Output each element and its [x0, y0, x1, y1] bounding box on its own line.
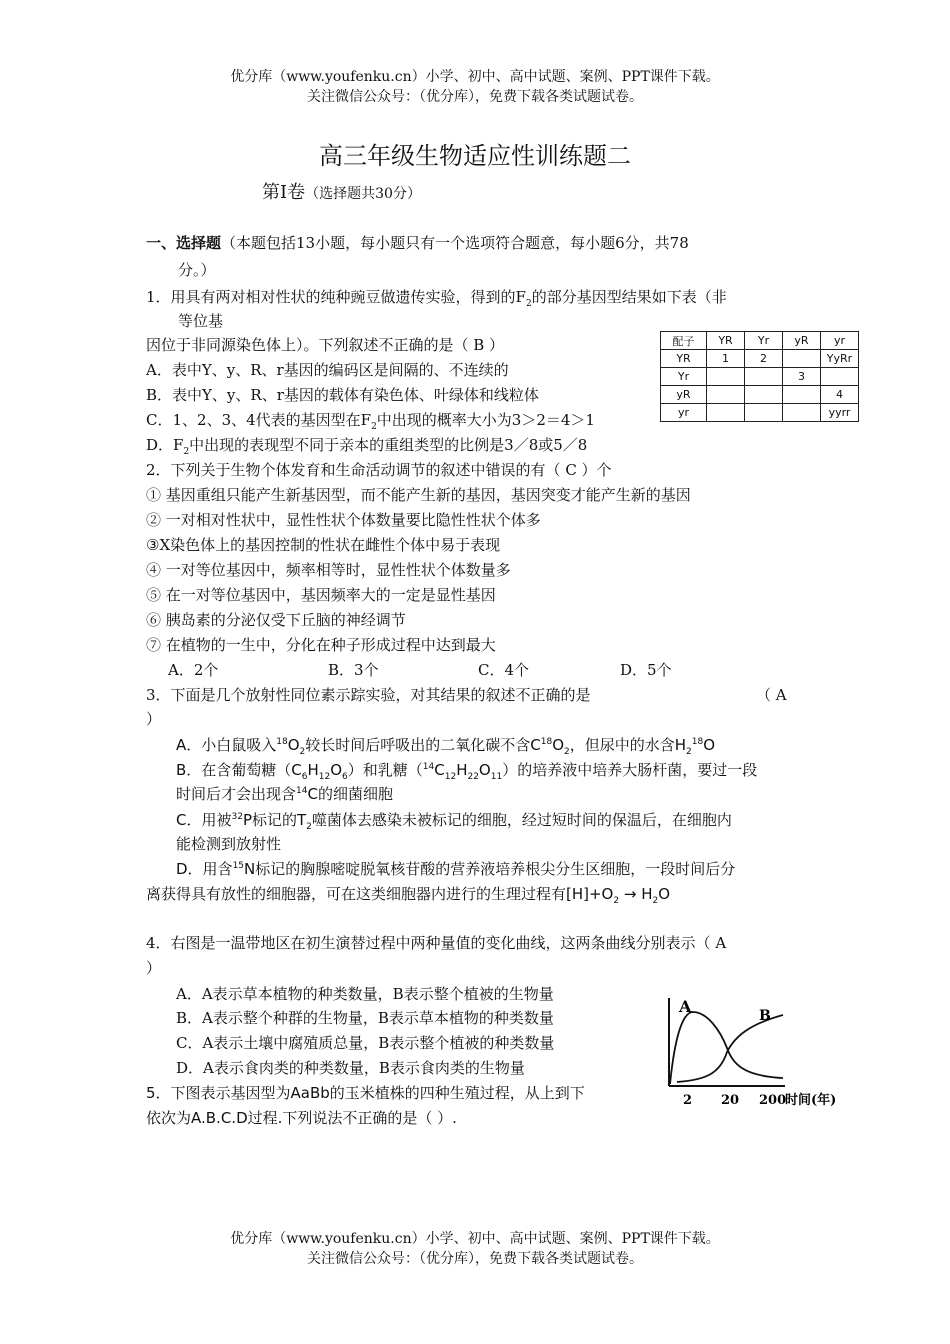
genotype-table-cell: 1	[707, 350, 745, 368]
q1-option-b: B．表中Y、y、R、r基因的载体有染色体、叶绿体和线粒体	[146, 386, 539, 404]
genotype-table-cell: 2	[745, 350, 783, 368]
q2-item-6: ⑥ 胰岛素的分泌仅受下丘脑的神经调节	[146, 611, 406, 629]
q1-option-a: A．表中Y、y、R、r基因的编码区是间隔的、不连续的	[146, 361, 509, 379]
genotype-table-cell	[783, 350, 821, 368]
genotype-table-cell: Yr	[661, 368, 707, 386]
genotype-table-cell	[707, 404, 745, 422]
genotype-table-cell: 3	[783, 368, 821, 386]
q2-item-3: ③X染色体上的基因控制的性状在雌性个体中易于表现	[146, 536, 501, 554]
q3-close: ）	[146, 710, 162, 728]
section-heading	[146, 232, 689, 253]
q5-line-2: 依次为A.B.C.D过程.下列说法不正确的是（ ）.	[146, 1109, 457, 1127]
q2-option-c: C．4个	[478, 661, 530, 679]
genotype-table-row	[661, 368, 859, 386]
q3-stem: 3．下面是几个放射性同位素示踪实验，对其结果的叙述不正确的是	[146, 686, 591, 704]
footer-line-1: 优分库（www.youfenku.cn）小学、初中、高中试题、案例、PPT课件下载。	[230, 1231, 720, 1247]
q4-stem-1: 4．右图是一温带地区在初生演替过程中两种量值的变化曲线，这两条曲线分别表示（ A	[146, 934, 727, 952]
genotype-table-cell: yR	[661, 386, 707, 404]
q1-option-d: D．$F_2$中出现的表现型不同于亲本的重组类型的比例是3／8或5／8	[146, 436, 588, 457]
succession-curve-chart	[655, 990, 850, 1110]
page-title: 高三年级生物适应性训练题二	[319, 142, 631, 170]
q2-item-1: ① 基因重组只能产生新基因型，而不能产生新的基因，基因突变才能产生新的基因	[146, 486, 691, 504]
genotype-table-cell	[707, 386, 745, 404]
genotype-table-row	[661, 404, 859, 422]
genotype-table	[660, 331, 859, 422]
genotype-table-cell	[745, 404, 783, 422]
q3-option-a: A．小白鼠吸入$^{18}O_2$较长时间后呼吸出的二氧化碳不含$C^{18}O_2$，但尿中的水含$H_2^{18}O$	[176, 736, 716, 757]
q4-option-b: B．A表示整个种群的生物量，B表示草本植物的种类数量	[176, 1009, 554, 1027]
q2-stem: 2．下列关于生物个体发育和生命活动调节的叙述中错误的有（ C ）个	[146, 461, 612, 479]
q4-option-c: C．A表示土壤中腐殖质总量，B表示整个植被的种类数量	[176, 1034, 555, 1052]
genotype-table-cell	[745, 386, 783, 404]
genotype-table-cell	[821, 368, 859, 386]
q3-option-b-line-2: 时间后才会出现含$^{14}$C的细菌细胞	[176, 785, 393, 803]
q2-option-b: B．3个	[328, 661, 379, 679]
genotype-table-cell: Yr	[745, 332, 783, 350]
q4-stem-2: ）	[146, 959, 162, 977]
genotype-table-cell: yyrr	[821, 404, 859, 422]
genotype-table-cell: yr	[661, 404, 707, 422]
genotype-table-cell: YyRr	[821, 350, 859, 368]
section-title: 一、选择题	[146, 234, 222, 252]
genotype-table-cell	[745, 368, 783, 386]
header-line-2: 关注微信公众号：（优分库），免费下载各类试题试卷。	[307, 89, 643, 105]
q4-option-a: A．A表示草本植物的种类数量，B表示整个植被的生物量	[176, 985, 554, 1003]
q3-answer: （ A	[756, 686, 787, 704]
q2-item-7: ⑦ 在植物的一生中，分化在种子形成过程中达到最大	[146, 636, 496, 654]
q2-option-a: A．2个	[168, 661, 219, 679]
q1-stem-3: 因位于非同源染色体上）。下列叙述不正确的是（ B ）	[146, 336, 505, 354]
genotype-table-cell	[783, 404, 821, 422]
q5-line-1: 5．下图表示基因型为AaBb的玉米植株的四种生殖过程，从上到下	[146, 1084, 585, 1102]
q2-item-4: ④ 一对等位基因中，频率相等时，显性性状个体数量多	[146, 561, 511, 579]
tick-200: 200	[759, 1093, 787, 1108]
q3-option-b-line-1: B．在含葡萄糖$(C_6H_{12}O_6)$和乳糖$(^{14}C_{12}H_{22}O_{11})$的培养液中培养大肠杆菌，要过一段	[176, 761, 758, 782]
part-heading	[262, 178, 421, 204]
genotype-table-row	[661, 332, 859, 350]
q2-option-d: D．5个	[620, 661, 672, 679]
genotype-table-row	[661, 350, 859, 368]
genotype-table-cell: yR	[783, 332, 821, 350]
q2-item-2: ② 一对相对性状中，显性性状个体数量要比隐性性状个体多	[146, 511, 541, 529]
q1-option-c: C．1、2、3、4代表的基因型在$F_2$中出现的概率大小为3＞2＝4＞1	[146, 411, 595, 432]
q3-option-c-line-2: 能检测到放射性	[176, 835, 282, 853]
q2-item-5: ⑤ 在一对等位基因中，基因频率大的一定是显性基因	[146, 586, 496, 604]
genotype-table-cell: 4	[821, 386, 859, 404]
section-desc-2: 分。）	[178, 261, 216, 279]
q4-option-d: D．A表示食肉类的种类数量，B表示食肉类的生物量	[176, 1059, 525, 1077]
genotype-table-cell: yr	[821, 332, 859, 350]
genotype-table-cell	[783, 386, 821, 404]
q1-stem-2: 等位基	[178, 312, 224, 330]
tick-20: 20	[721, 1093, 740, 1108]
genotype-table-cell	[707, 368, 745, 386]
genotype-table-cell: YR	[661, 350, 707, 368]
section-desc-1: （本题包括13小题，每小题只有一个选项符合题意，每小题6分，共78	[221, 234, 689, 252]
q3-option-d-line-1: D．用含$^{15}$N标记的胸腺嘧啶脱氧核苷酸的营养液培养根尖分生区细胞，一段时间后分	[176, 860, 736, 878]
genotype-table-cell: YR	[707, 332, 745, 350]
curve-a-label: A	[679, 997, 692, 1016]
q1-stem-1: 1．用具有两对相对性状的纯种豌豆做遗传实验，得到的$F_2$的部分基因型结果如下表（非	[146, 288, 727, 309]
footer-line-2: 关注微信公众号：（优分库），免费下载各类试题试卷。	[307, 1251, 643, 1267]
header-line-1: 优分库（www.youfenku.cn）小学、初中、高中试题、案例、PPT课件下载。	[230, 69, 720, 85]
x-axis-label: 时间(年)	[785, 1093, 837, 1108]
curve-b-label: B	[759, 1008, 771, 1024]
genotype-table-row	[661, 386, 859, 404]
q3-option-d-line-2: 离获得具有放性的细胞器，可在这类细胞器内进行的生理过程有$[H]+O_2 \to H_2O$	[146, 885, 671, 906]
genotype-table-cell: 配子	[661, 332, 707, 350]
q3-option-c-line-1: C．用被$^{32}$P标记的$T_2$噬菌体去感染未被标记的细胞，经过短时间的保温后，在细胞内	[176, 811, 732, 832]
part-note: （选择题共30分）	[305, 186, 421, 202]
curve-b	[677, 1015, 783, 1082]
part-label: 第Ⅰ卷	[262, 182, 306, 203]
tick-2: 2	[683, 1093, 693, 1108]
